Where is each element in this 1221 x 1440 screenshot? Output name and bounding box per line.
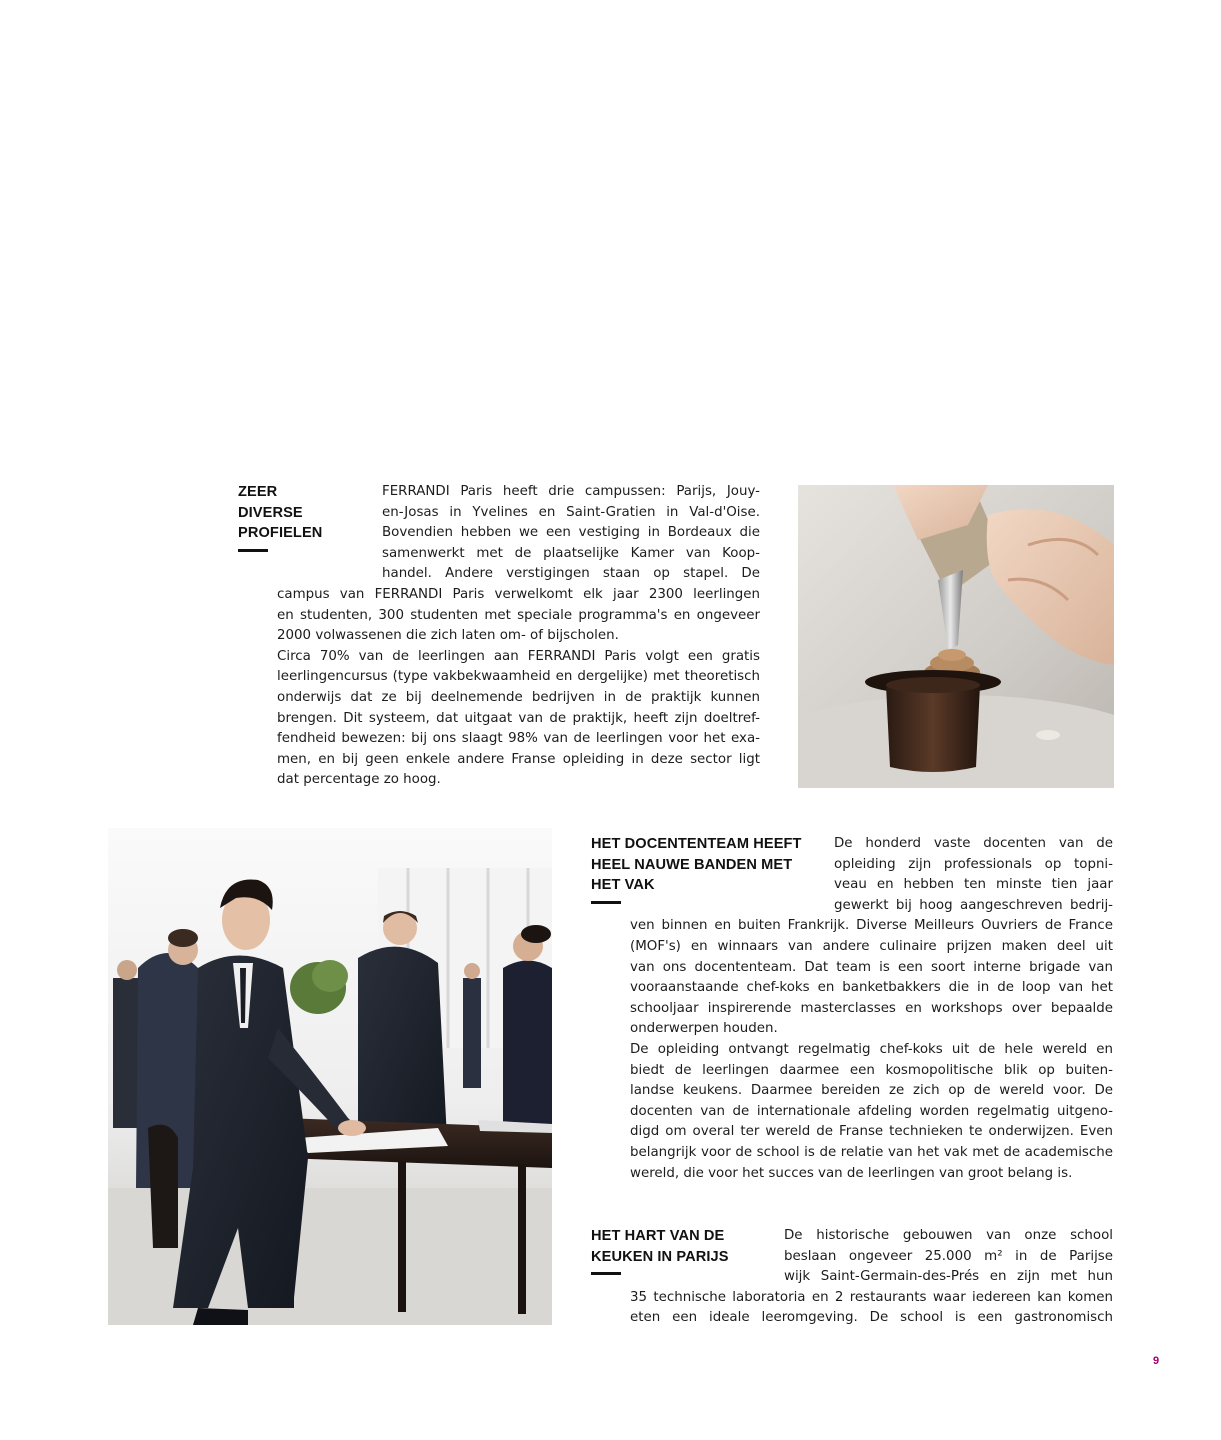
body-line: campus van FERRANDI Paris verwelkomt elk jaar 2300 leerlingen [277,587,760,602]
body-line: samenwerkt met de plaatselijke Kamer van Koop- [382,545,760,561]
body-line: van ons docententeam. Dat team is een soort interne brigade van [630,959,1113,975]
section-heading-docententeam: HET DOCENTENTEAM HEEFT HEEL NAUWE BANDEN MET HET VAK [591,836,802,894]
body-line: landse keukens. Daarmee bereiden ze zich op de wereld voor. De [630,1083,1113,1099]
body-line: men, en bij geen enkele andere Franse opleiding in deze sector ligt [277,751,760,767]
body-line: fendheid bewezen: bij ons slaagt 98% van de leerlingen voor het exa- [277,731,760,747]
body-line: FERRANDI Paris heeft drie campussen: Parijs, Jouy- [382,484,760,499]
body-line: wereld, die voor het succes van de leerlingen van groot belang is. [630,1165,1073,1181]
page-number: 9 [1153,1355,1160,1367]
body-line: dat percentage zo hoog. [277,772,441,788]
restaurant-students-photo [108,828,552,1325]
section-heading-hart-van-de-keuken: HET HART VAN DE KEUKEN IN PARIJS [591,1228,729,1265]
body-line: handel. Andere verstigingen staan op stapel. De [382,566,760,582]
heading-underline [591,901,621,904]
body-line: vooraanstaande chef-koks en banketbakkers die in de loop van het [630,980,1113,996]
body-line: onderwerpen houden. [630,1021,778,1037]
body-line: gewerkt bij hoog aangeschreven bedrij- [834,897,1113,913]
heading-underline [591,1272,621,1275]
body-line: ven binnen en buiten Frankrijk. Diverse Meilleurs Ouvriers de France [630,918,1113,934]
body-line: en-Josas in Yvelines en Saint-Gratien in Val-d'Oise. [382,504,760,520]
pastry-piping-photo [798,485,1114,788]
body-line: Circa 70% van de leerlingen aan FERRANDI Paris volgt een gratis [277,648,760,664]
body-line: en studenten, 300 studenten met speciale programma's en ongeveer [277,607,760,623]
heading-underline [238,549,268,552]
body-line: onderwijs dat ze bij deelnemende bedrijven in de praktijk kunnen [277,690,760,705]
body-line: digd om overal ter wereld de Franse technieken te onderwijzen. Even [630,1124,1113,1140]
body-line: opleiding zijn professionals op topni- [834,856,1113,872]
body-line: docenten van de internationale afdeling worden regelmatig uitgeno- [630,1103,1113,1119]
body-line: eten een ideale leeromgeving. De school is een gastronomisch [630,1310,1113,1326]
body-line: beslaan ongeveer 25.000 m² in de Parijse [784,1248,1113,1264]
body-line: wijk Saint-Germain-des-Prés en zijn met hun [784,1269,1113,1285]
body-line: De honderd vaste docenten van de [834,836,1113,851]
body-line: leerlingencursus (type vakbekwaamheid en dergelijke) met theoretisch [277,669,760,685]
body-line: Bovendien hebben we een vestiging in Bordeaux die [382,525,760,541]
body-line: 2000 volwassenen die zich laten om- of bijscholen. [277,628,619,644]
body-line: biedt de leerlingen daarmee een kosmopolitische blik op buiten- [630,1062,1113,1078]
body-line: (MOF's) en winnaars van andere culinaire prijzen maken deel uit [630,939,1113,954]
body-line: belangrijk voor de school is de relatie van het vak met de academische [630,1145,1113,1160]
body-line: De opleiding ontvangt regelmatig chef-koks uit de hele wereld en [630,1042,1113,1057]
body-line: veau en hebben ten minste tien jaar [834,877,1113,893]
section-heading-diverse-profielen: ZEER DIVERSE PROFIELEN [238,484,323,542]
body-line: De historische gebouwen van onze school [784,1228,1113,1243]
body-line: 35 technische laboratoria en 2 restaurants waar iedereen kan komen [630,1289,1113,1305]
body-line: schooljaar inspirerende masterclasses en workshops over bepaalde [630,1000,1113,1016]
body-line: brengen. Dit systeem, dat uitgaat van de praktijk, heeft zijn doeltref- [277,710,760,726]
